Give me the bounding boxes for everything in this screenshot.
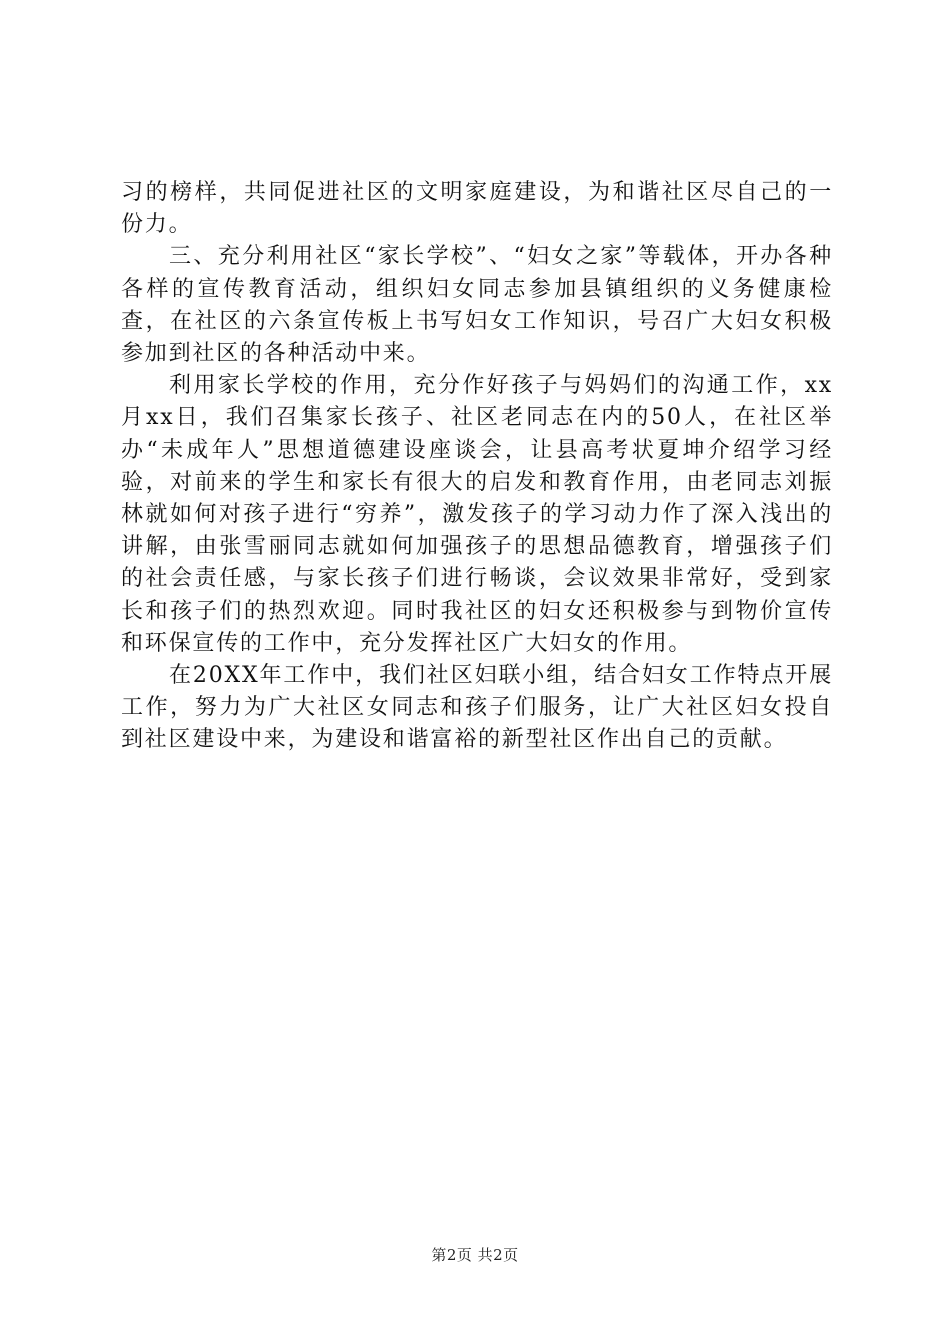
paragraph-parent-school: 利用家长学校的作用，充分作好孩子与妈妈们的沟通工作，xx月xx日，我们召集家长孩子、社区老同志在内的50人，在社区举办“未成年人”思想道德建设座谈会，让县高考状夏坤介绍学习经验，对前来的学生和家长有很大的启发和教育作用，由老同志刘振林就如何对孩子进行“穷养”，激发孩子的学习动力作了深入浅出的讲解，由张雪丽同志就如何加强孩子的思想品德教育，增强孩子们的社会责任感，与家长孩子们进行畅谈，会议效果非常好，受到家长和孩子们的热烈欢迎。同时我社区的妇女还积极参与到物价宣传和环保宣传的工作中，充分发挥社区广大妇女的作用。: [121, 373, 833, 656]
paragraph-summary: 在20XX年工作中，我们社区妇联小组，结合妇女工作特点开展工作，努力为广大社区女同志和孩子们服务，让广大社区妇女投自到社区建设中来，为建设和谐富裕的新型社区作出自己的贡献。: [121, 663, 833, 753]
page-footer: 第2页 共2页: [431, 1246, 519, 1264]
paragraph-section-three: 三、充分利用社区“家长学校”、“妇女之家”等载体，开办各种各样的宣传教育活动，组织妇女同志参加县镇组织的义务健康检查，在社区的六条宣传板上书写妇女工作知识，号召广大妇女积极参加到社区的各种活动中来。: [121, 244, 833, 367]
paragraph-continuation: 习的榜样，共同促进社区的文明家庭建设，为和谐社区尽自己的一份力。: [121, 180, 833, 238]
document-body: [121, 177, 833, 757]
